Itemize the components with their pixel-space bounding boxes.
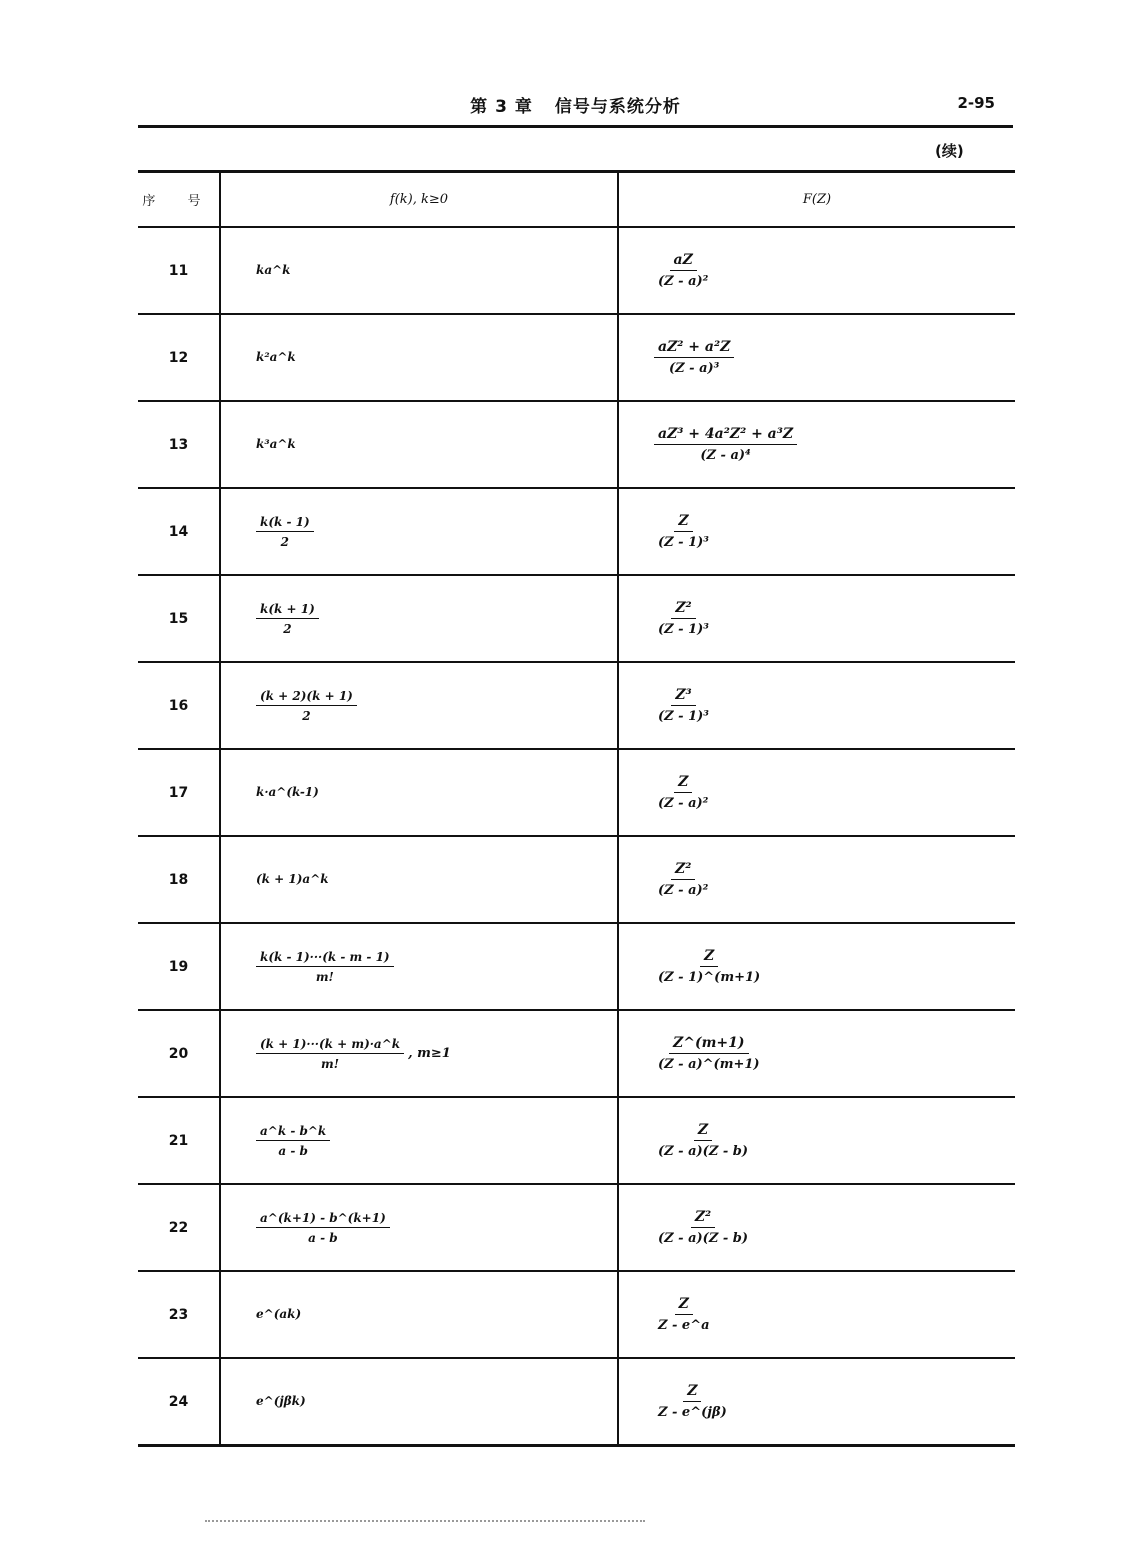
row-number: 13 <box>138 401 220 488</box>
F-denominator: (Z - 1)^(m+1) <box>658 970 761 985</box>
z-domain-cell <box>618 1010 1015 1097</box>
row-number: 17 <box>138 749 220 836</box>
f-denominator: m! <box>321 1056 340 1071</box>
f-denominator: m! <box>315 969 334 984</box>
F-numerator: Z <box>675 1296 693 1315</box>
z-domain-cell <box>618 227 1015 314</box>
z-domain-cell <box>618 575 1015 662</box>
f-fraction <box>256 1211 390 1245</box>
f-fraction <box>256 515 314 549</box>
z-domain-cell <box>618 488 1015 575</box>
F-fraction <box>654 1122 752 1159</box>
F-denominator: (Z - a)(Z - b) <box>658 1231 748 1246</box>
f-fraction <box>256 1124 330 1158</box>
f-denominator: a - b <box>278 1143 308 1158</box>
time-domain-cell <box>220 575 618 662</box>
table-row <box>138 227 1015 314</box>
table-row <box>138 1097 1015 1184</box>
F-denominator: (Z - a)³ <box>668 361 720 376</box>
table-header-row <box>138 172 1015 228</box>
table-row <box>138 836 1015 923</box>
F-numerator: Z <box>700 948 718 967</box>
f-expression: k·a^(k-1) <box>256 785 319 799</box>
z-domain-cell <box>618 923 1015 1010</box>
f-fraction <box>256 1037 404 1071</box>
F-denominator: (Z - 1)³ <box>658 622 709 637</box>
row-number: 24 <box>138 1358 220 1446</box>
F-fraction <box>654 861 712 898</box>
f-fraction <box>256 689 357 723</box>
f-numerator: a^k - b^k <box>256 1124 330 1141</box>
table-row <box>138 314 1015 401</box>
f-denominator: 2 <box>280 534 290 549</box>
f-expression: k³a^k <box>256 437 296 451</box>
row-number: 11 <box>138 227 220 314</box>
F-numerator: Z <box>683 1383 701 1402</box>
table-row <box>138 1010 1015 1097</box>
time-domain-cell <box>220 401 618 488</box>
f-denominator: 2 <box>302 708 311 723</box>
f-numerator: (k + 1)···(k + m)·a^k <box>256 1037 404 1054</box>
F-numerator: Z² <box>691 1209 715 1228</box>
continued-label: (续) <box>935 142 964 160</box>
f-denominator: a - b <box>308 1230 338 1245</box>
column-header-f: f(k), k≥0 <box>220 172 618 228</box>
chapter-number: 第 3 章 <box>470 97 533 117</box>
F-fraction <box>654 1209 752 1246</box>
F-denominator: (Z - 1)³ <box>658 709 709 724</box>
F-denominator: (Z - a)⁴ <box>700 448 751 463</box>
F-fraction <box>654 1296 714 1333</box>
time-domain-cell <box>220 488 618 575</box>
time-domain-cell <box>220 1010 618 1097</box>
f-numerator: (k + 2)(k + 1) <box>256 689 357 706</box>
F-fraction <box>654 600 713 637</box>
z-domain-cell <box>618 749 1015 836</box>
F-fraction <box>654 252 712 289</box>
column-header-index: 序 号 <box>138 172 220 228</box>
F-denominator: Z - e^(jβ) <box>658 1405 727 1420</box>
row-number: 18 <box>138 836 220 923</box>
F-denominator: (Z - a)² <box>658 796 709 811</box>
row-number: 21 <box>138 1097 220 1184</box>
F-numerator: Z^(m+1) <box>669 1035 748 1054</box>
row-number: 16 <box>138 662 220 749</box>
F-fraction <box>654 1383 731 1420</box>
row-number: 14 <box>138 488 220 575</box>
F-numerator: Z³ <box>671 687 695 706</box>
F-numerator: Z² <box>671 600 695 619</box>
F-denominator: (Z - a)(Z - b) <box>658 1144 748 1159</box>
z-domain-cell <box>618 1358 1015 1446</box>
F-fraction <box>654 774 712 811</box>
chapter-heading <box>138 92 1013 117</box>
f-denominator: 2 <box>283 621 292 636</box>
f-fraction <box>256 950 394 984</box>
F-numerator: Z <box>674 774 692 793</box>
z-domain-cell <box>618 401 1015 488</box>
row-number: 22 <box>138 1184 220 1271</box>
z-domain-cell <box>618 1184 1015 1271</box>
row-number: 23 <box>138 1271 220 1358</box>
time-domain-cell <box>220 662 618 749</box>
time-domain-cell <box>220 1271 618 1358</box>
F-numerator: Z <box>694 1122 712 1141</box>
F-numerator: Z² <box>671 861 695 880</box>
F-denominator: (Z - a)^(m+1) <box>658 1057 760 1072</box>
F-fraction <box>654 687 713 724</box>
page-number: 2-95 <box>957 94 995 112</box>
f-expression: e^(ak) <box>256 1307 302 1321</box>
F-numerator: Z <box>674 513 692 532</box>
scan-artifact-line <box>205 1520 645 1524</box>
table-row <box>138 1184 1015 1271</box>
row-number: 20 <box>138 1010 220 1097</box>
F-denominator: Z - e^a <box>658 1318 710 1333</box>
z-transform-table <box>138 170 1015 1447</box>
time-domain-cell <box>220 227 618 314</box>
f-expression: e^(jβk) <box>256 1394 306 1408</box>
z-domain-cell <box>618 1271 1015 1358</box>
table-row <box>138 662 1015 749</box>
F-fraction <box>654 426 797 463</box>
F-denominator: (Z - a)² <box>658 883 709 898</box>
f-numerator: k(k + 1) <box>256 602 319 619</box>
F-denominator: (Z - a)² <box>658 274 709 289</box>
F-numerator: aZ² + a²Z <box>654 339 734 358</box>
column-header-F: F(Z) <box>618 172 1015 228</box>
f-expression: k²a^k <box>256 350 296 364</box>
f-fraction <box>256 602 319 636</box>
time-domain-cell <box>220 923 618 1010</box>
z-domain-cell <box>618 1097 1015 1184</box>
F-numerator: aZ³ + 4a²Z² + a³Z <box>654 426 797 445</box>
row-number: 12 <box>138 314 220 401</box>
table-row <box>138 401 1015 488</box>
z-domain-cell <box>618 836 1015 923</box>
F-fraction <box>654 948 764 985</box>
f-numerator: k(k - 1) <box>256 515 314 532</box>
time-domain-cell <box>220 1097 618 1184</box>
time-domain-cell <box>220 1184 618 1271</box>
z-domain-cell <box>618 314 1015 401</box>
table-row <box>138 1358 1015 1446</box>
page-header <box>138 88 1013 128</box>
time-domain-cell <box>220 314 618 401</box>
F-fraction <box>654 513 713 550</box>
f-numerator: k(k - 1)···(k - m - 1) <box>256 950 394 967</box>
row-number: 19 <box>138 923 220 1010</box>
f-condition: , m≥1 <box>408 1046 451 1061</box>
table-row <box>138 1271 1015 1358</box>
F-numerator: aZ <box>670 252 697 271</box>
table-row <box>138 923 1015 1010</box>
f-numerator: a^(k+1) - b^(k+1) <box>256 1211 390 1228</box>
chapter-title: 信号与系统分析 <box>554 97 681 117</box>
F-fraction <box>654 1035 764 1072</box>
z-domain-cell <box>618 662 1015 749</box>
F-fraction <box>654 339 734 376</box>
table-row <box>138 575 1015 662</box>
table-row <box>138 488 1015 575</box>
header-rule <box>138 125 1013 128</box>
row-number: 15 <box>138 575 220 662</box>
f-expression: (k + 1)a^k <box>256 872 329 886</box>
time-domain-cell <box>220 1358 618 1446</box>
time-domain-cell <box>220 836 618 923</box>
F-denominator: (Z - 1)³ <box>658 535 709 550</box>
time-domain-cell <box>220 749 618 836</box>
f-expression: ka^k <box>256 263 291 277</box>
table-row <box>138 749 1015 836</box>
